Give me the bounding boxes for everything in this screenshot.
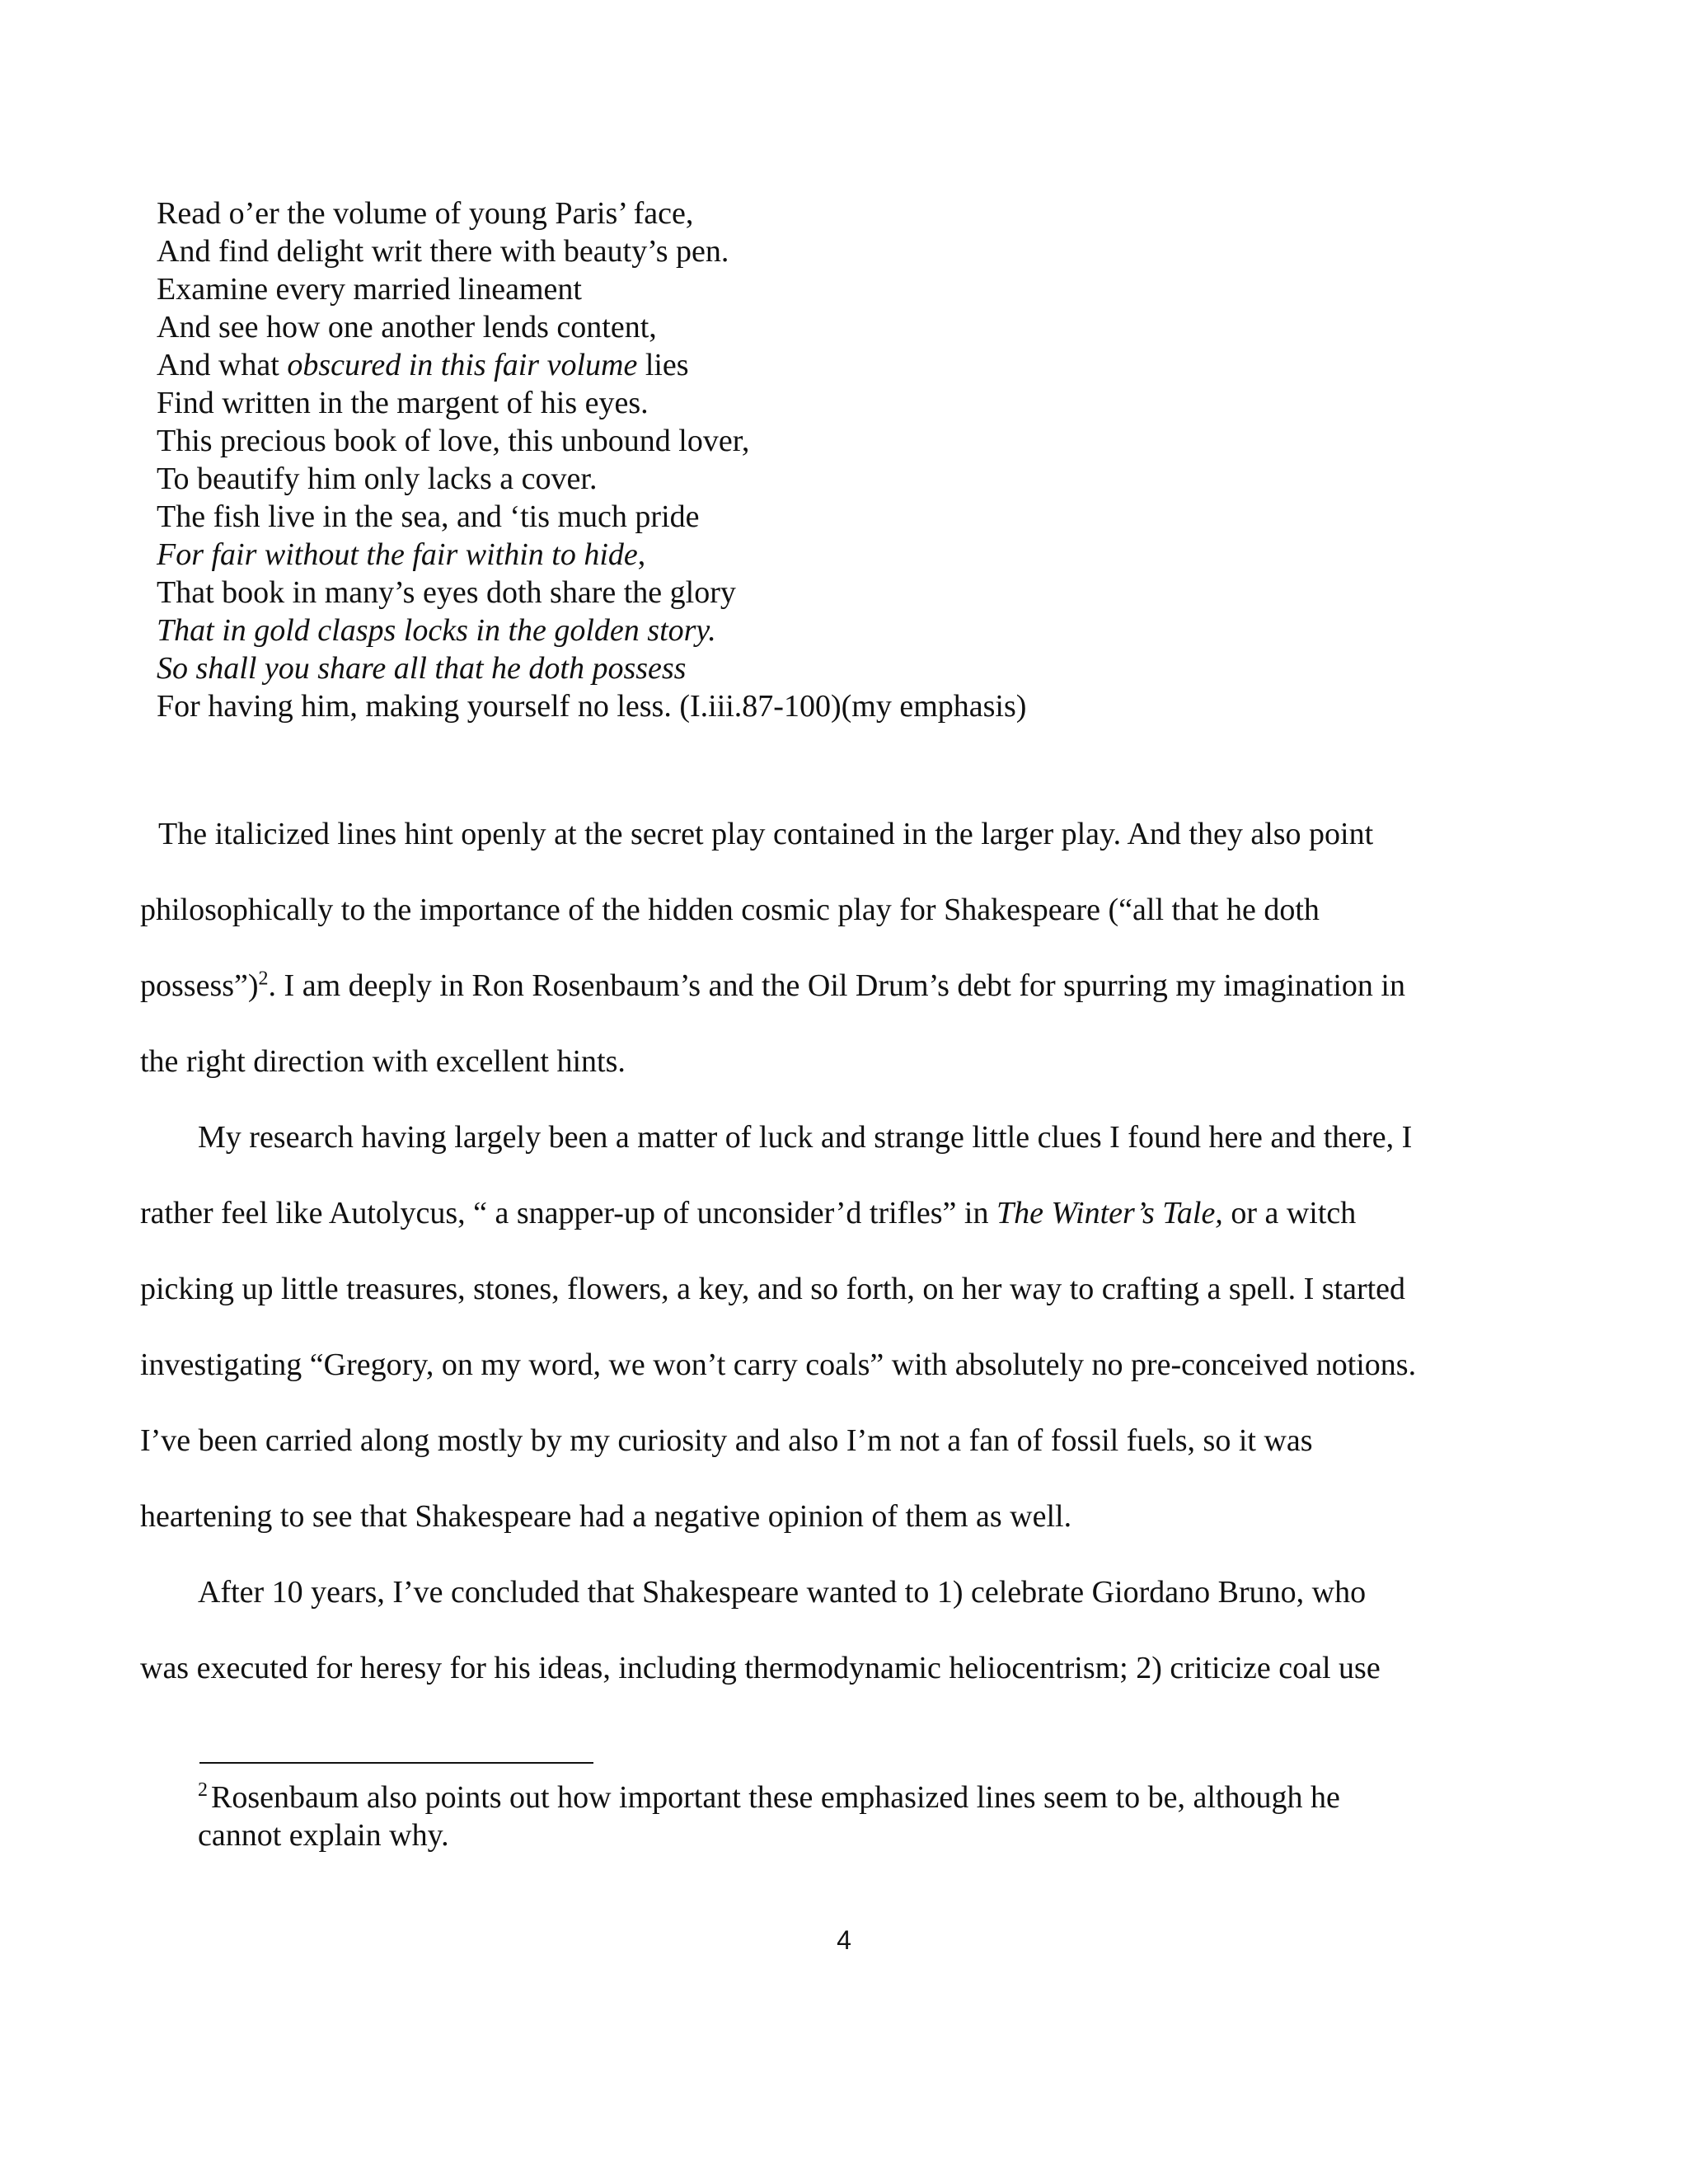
verse-line	[157, 536, 1475, 574]
paragraph-1-line-1: The italicized lines hint openly at the secret play contained in the larger play. And they also point	[158, 817, 1374, 851]
text-segment: or a witch	[1222, 1196, 1357, 1230]
paragraph-1-line-4: the right direction with excellent hints.	[140, 1044, 626, 1079]
verse-text: That book in many’s eyes doth share the glory	[157, 575, 736, 610]
verse-text: For having him, making yourself no less. (I.iii.87-100)(my emphasis)	[157, 689, 1027, 724]
footnote-line-1	[198, 1779, 1434, 1816]
paragraph-2-line-6: heartening to see that Shakespeare had a negative opinion of them as well.	[140, 1499, 1072, 1534]
paragraph-2-line-2	[140, 1175, 1508, 1251]
verse-line	[157, 498, 1475, 536]
text-segment: . I am deeply in Ron Rosenbaum’s and the Oil Drum’s debt for spurring my imagination in	[268, 968, 1405, 1003]
emphasized-text: That in gold clasps locks in the golden story.	[157, 613, 716, 648]
verse-line	[157, 649, 1475, 687]
paragraph-3-line-1: After 10 years, I’ve concluded that Shakespeare wanted to 1) celebrate Giordano Bruno, who	[198, 1575, 1367, 1610]
verse-text: To beautify him only lacks a cover.	[157, 462, 598, 496]
paragraph-2-line-4: investigating “Gregory, on my word, we won’t carry coals” with absolutely no pre-conceived notions.	[140, 1347, 1417, 1382]
footnote-reference[interactable]: 2	[258, 968, 269, 990]
paragraph-2-line-3: picking up little treasures, stones, flowers, a key, and so forth, on her way to crafting a spell. I started	[140, 1272, 1406, 1306]
verse-text: Read o’er the volume of young Paris’ face,	[157, 196, 694, 231]
verse-line	[157, 687, 1475, 725]
footnote-line-2: cannot explain why.	[198, 1818, 449, 1853]
page-number: 4	[837, 1925, 851, 1955]
body-text	[140, 796, 1508, 1706]
verse-text: And what	[157, 348, 288, 382]
text-segment: rather feel like Autolycus, “ a snapper-up of unconsider’d trifles” in	[140, 1196, 996, 1230]
paragraph-2-line-1: My research having largely been a matter of luck and strange little clues I found here and there, I	[198, 1120, 1413, 1155]
paragraph-2-line-5: I’ve been carried along mostly by my curiosity and also I’m not a fan of fossil fuels, so it was	[140, 1423, 1313, 1458]
verse-line	[157, 612, 1475, 649]
paragraph-1-line-2: philosophically to the importance of the hidden cosmic play for Shakespeare (“all that he doth	[140, 893, 1320, 927]
verse-text: The fish live in the sea, and ‘tis much pride	[157, 499, 700, 534]
verse-text: And see how one another lends content,	[157, 310, 657, 344]
footnote-text: Rosenbaum also points out how important these emphasized lines seem to be, although he	[211, 1780, 1340, 1815]
verse-line	[157, 270, 1475, 308]
text-segment: possess”)	[140, 968, 259, 1003]
emphasized-text: So shall you share all that he doth possess	[157, 651, 687, 686]
quoted-verse-block	[157, 194, 1475, 725]
verse-text: Find written in the margent of his eyes.	[157, 386, 649, 420]
verse-text: Examine every married lineament	[157, 272, 582, 307]
paragraph-3-line-2: was executed for heresy for his ideas, including thermodynamic heliocentrism; 2) criticize coal use	[140, 1651, 1381, 1685]
verse-text: ,	[637, 537, 646, 572]
play-title: The Winter’s Tale,	[996, 1196, 1223, 1230]
verse-line	[157, 346, 1475, 384]
paragraph-1-line-3	[140, 948, 1508, 1024]
footnote	[198, 1779, 1434, 1854]
verse-line	[157, 232, 1475, 270]
footnote-separator	[199, 1762, 593, 1764]
verse-text: And find delight writ there with beauty’s pen.	[157, 234, 729, 269]
verse-line	[157, 308, 1475, 346]
verse-line	[157, 574, 1475, 612]
verse-line	[157, 194, 1475, 232]
verse-text: This precious book of love, this unbound lover,	[157, 424, 750, 458]
emphasized-text: For fair without the fair within to hide	[157, 537, 638, 572]
emphasized-text: obscured in this fair volume	[287, 348, 638, 382]
verse-line	[157, 422, 1475, 460]
footnote-mark: 2	[198, 1779, 208, 1802]
verse-line	[157, 384, 1475, 422]
verse-line	[157, 460, 1475, 498]
verse-text: lies	[637, 348, 689, 382]
